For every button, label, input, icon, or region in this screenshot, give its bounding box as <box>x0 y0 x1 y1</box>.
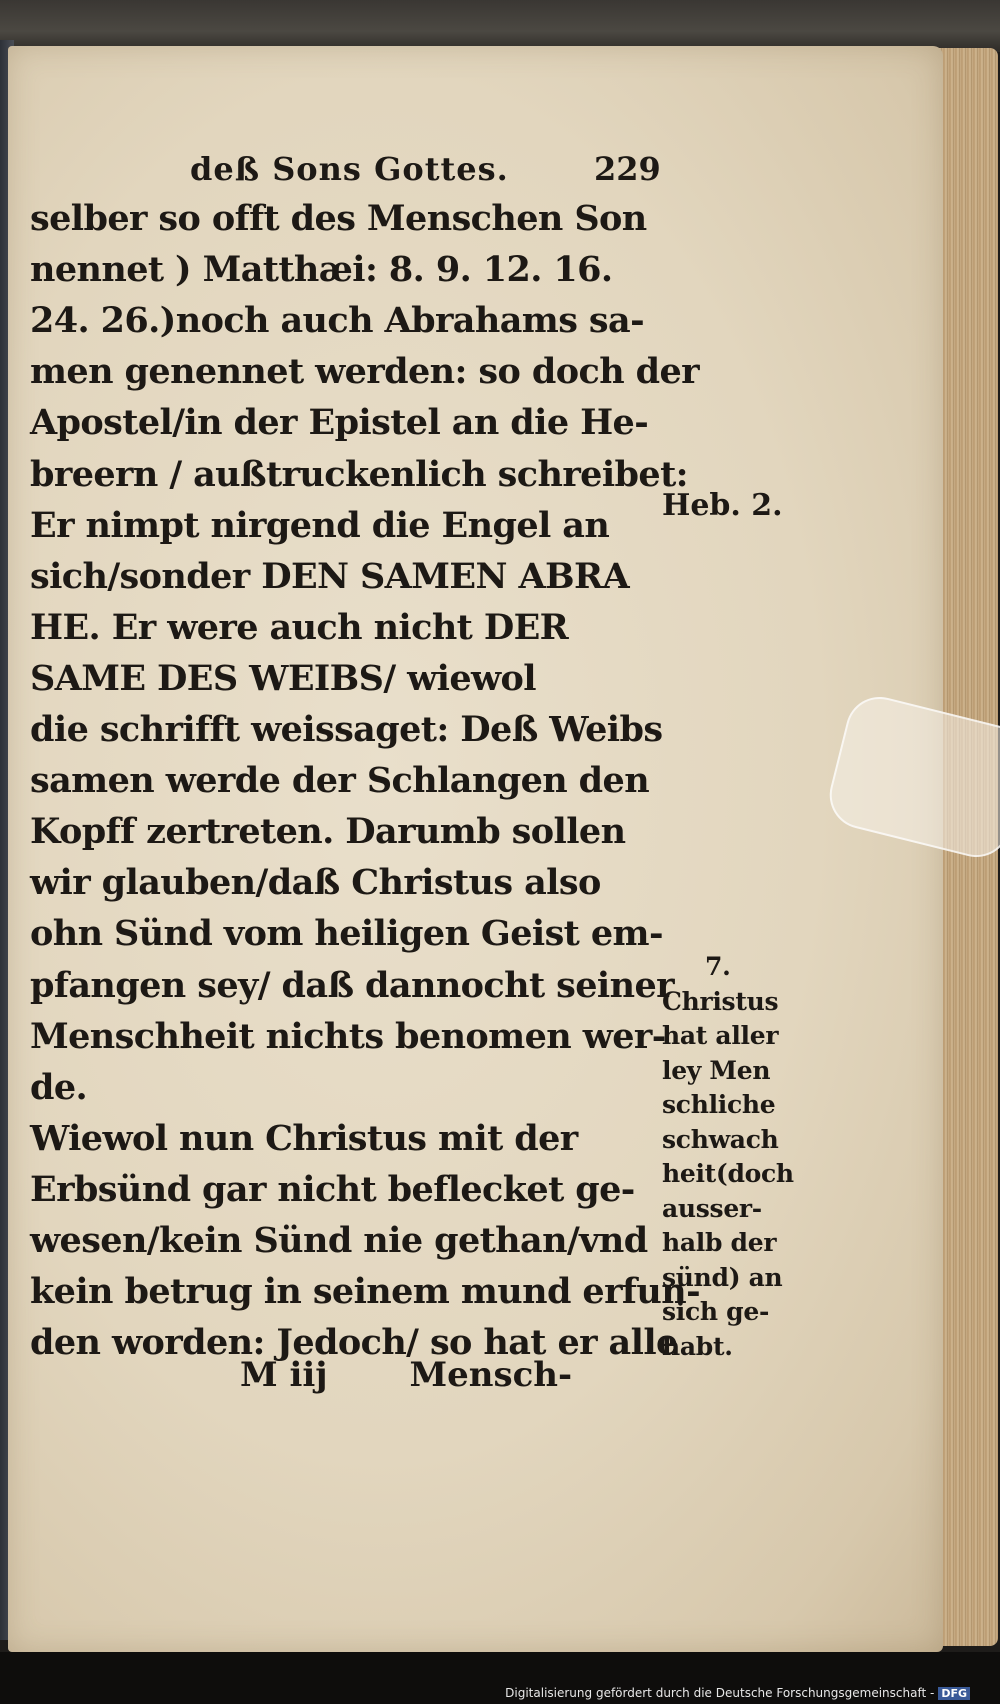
margin-note-line: heit(doch <box>662 1159 794 1188</box>
digitization-credit <box>505 1686 970 1700</box>
margin-note-line: ley Men <box>662 1055 771 1085</box>
catchline <box>240 1355 642 1395</box>
margin-reference: Heb. 2. <box>662 488 783 523</box>
body-line: men genennet werden: so doch der <box>30 351 700 393</box>
margin-note-line: halb der <box>662 1228 777 1257</box>
running-head: deß Sons Gottes. <box>190 150 509 188</box>
body-line: de. <box>30 1066 88 1108</box>
margin-note-line: sünd) an <box>662 1262 783 1292</box>
body-line: den worden: Jedoch/ so hat er alle <box>30 1322 678 1364</box>
body-line: die schrifft weissaget: Deß Weibs <box>30 709 663 750</box>
body-line: SAME DES WEIBS/ wiewol <box>30 657 536 699</box>
body-line: kein betrug in seinem mund erfun- <box>30 1271 700 1313</box>
body-line: wir glauben/daß Christus also <box>30 862 601 904</box>
body-line: 24. 26.)noch auch Abrahams sa- <box>30 300 645 342</box>
body-line: wesen/kein Sünd nie gethan/vnd <box>30 1220 648 1261</box>
body-line: pfangen sey/ daß dannocht seiner <box>30 964 674 1006</box>
body-line: breern / außtruckenlich schreibet: <box>30 453 688 495</box>
body-line: Kopff zertreten. Darumb sollen <box>30 811 626 853</box>
body-line: selber so offt des Menschen Son <box>30 198 647 239</box>
margin-note-line: schliche <box>662 1090 776 1119</box>
body-line: nennet ) Matthæi: 8. 9. 12. 16. <box>30 249 613 291</box>
margin-note-line: hat aller <box>662 1021 779 1050</box>
margin-note-line: sich ge- <box>662 1297 770 1326</box>
body-line: ohn Sünd vom heiligen Geist em- <box>30 913 663 955</box>
margin-note-line: ausser- <box>662 1193 762 1223</box>
body-line: samen werde der Schlangen den <box>30 760 650 802</box>
credit-text: Digitalisierung gefördert durch die Deutsche Forschungsgemeinschaft - <box>505 1686 935 1700</box>
margin-note-line: 7. <box>705 952 731 981</box>
margin-note-line: schwach <box>662 1124 779 1154</box>
body-line: Menschheit nichts benomen wer- <box>30 1015 666 1057</box>
margin-note-line: Christus <box>662 986 779 1016</box>
body-line: Apostel/in der Epistel an die He- <box>30 402 649 444</box>
catchword: Mensch- <box>409 1355 573 1395</box>
page-number: 229 <box>594 150 661 188</box>
signature-mark: M iij <box>240 1355 328 1395</box>
body-line: sich/sonder DEN SAMEN ABRA <box>30 555 630 597</box>
body-line: Erbsünd gar nicht beflecket ge- <box>30 1168 635 1210</box>
book-binding-top <box>0 0 1000 52</box>
body-line: HE. Er were auch nicht DER <box>30 606 569 648</box>
body-line: Wiewol nun Christus mit der <box>30 1117 578 1159</box>
margin-note-line: habt. <box>662 1331 733 1361</box>
dfg-logo: DFG <box>938 1687 970 1700</box>
body-line: Er nimpt nirgend die Engel an <box>30 504 610 546</box>
footer-band <box>0 1652 1000 1704</box>
